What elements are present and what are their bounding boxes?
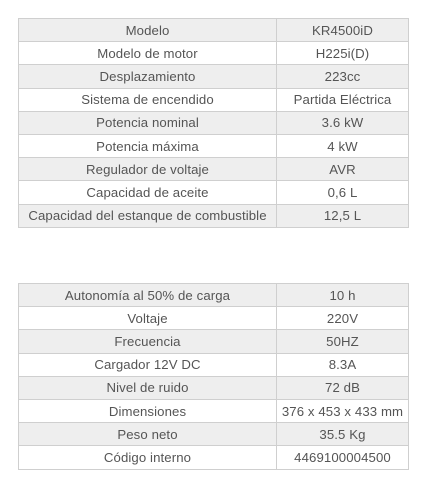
table-row <box>19 204 409 227</box>
table-row <box>19 284 409 307</box>
spec-label: Sistema de encendido <box>19 88 277 111</box>
table-row <box>19 353 409 376</box>
spec-value: 223cc <box>277 65 409 88</box>
table-row <box>19 134 409 157</box>
table-row <box>19 423 409 446</box>
spec-label: Autonomía al 50% de carga <box>19 284 277 307</box>
spec-label: Modelo <box>19 19 277 42</box>
spec-value: 50HZ <box>277 330 409 353</box>
spec-value: Partida Eléctrica <box>277 88 409 111</box>
spec-value: 220V <box>277 307 409 330</box>
table-row <box>19 111 409 134</box>
spec-value: KR4500iD <box>277 19 409 42</box>
spec-value: 4469100004500 <box>277 446 409 469</box>
specs-table-electrical <box>18 283 409 470</box>
spec-value: 35.5 Kg <box>277 423 409 446</box>
specs-table-engine <box>18 18 409 228</box>
spec-value: 0,6 L <box>277 181 409 204</box>
spec-value: 12,5 L <box>277 204 409 227</box>
spec-label: Peso neto <box>19 423 277 446</box>
table-row <box>19 19 409 42</box>
spec-value: 376 x 453 x 433 mm <box>277 399 409 422</box>
spec-label: Capacidad de aceite <box>19 181 277 204</box>
table-row <box>19 330 409 353</box>
table-row <box>19 376 409 399</box>
spec-label: Frecuencia <box>19 330 277 353</box>
spec-label: Cargador 12V DC <box>19 353 277 376</box>
spec-value: 72 dB <box>277 376 409 399</box>
spec-label: Voltaje <box>19 307 277 330</box>
spec-label: Dimensiones <box>19 399 277 422</box>
spec-value: AVR <box>277 158 409 181</box>
spec-label: Potencia máxima <box>19 134 277 157</box>
table-row <box>19 65 409 88</box>
table-row <box>19 446 409 469</box>
spec-label: Modelo de motor <box>19 42 277 65</box>
table-row <box>19 307 409 330</box>
spec-label: Código interno <box>19 446 277 469</box>
table-row <box>19 399 409 422</box>
table-row <box>19 181 409 204</box>
spec-value: 4 kW <box>277 134 409 157</box>
table-row <box>19 88 409 111</box>
spec-label: Desplazamiento <box>19 65 277 88</box>
spec-value: H225i(D) <box>277 42 409 65</box>
spec-label: Nivel de ruido <box>19 376 277 399</box>
spec-label: Capacidad del estanque de combustible <box>19 204 277 227</box>
spec-value: 8.3A <box>277 353 409 376</box>
table-row <box>19 158 409 181</box>
spec-label: Regulador de voltaje <box>19 158 277 181</box>
table-row <box>19 42 409 65</box>
spec-value: 3.6 kW <box>277 111 409 134</box>
spec-label: Potencia nominal <box>19 111 277 134</box>
spec-value: 10 h <box>277 284 409 307</box>
